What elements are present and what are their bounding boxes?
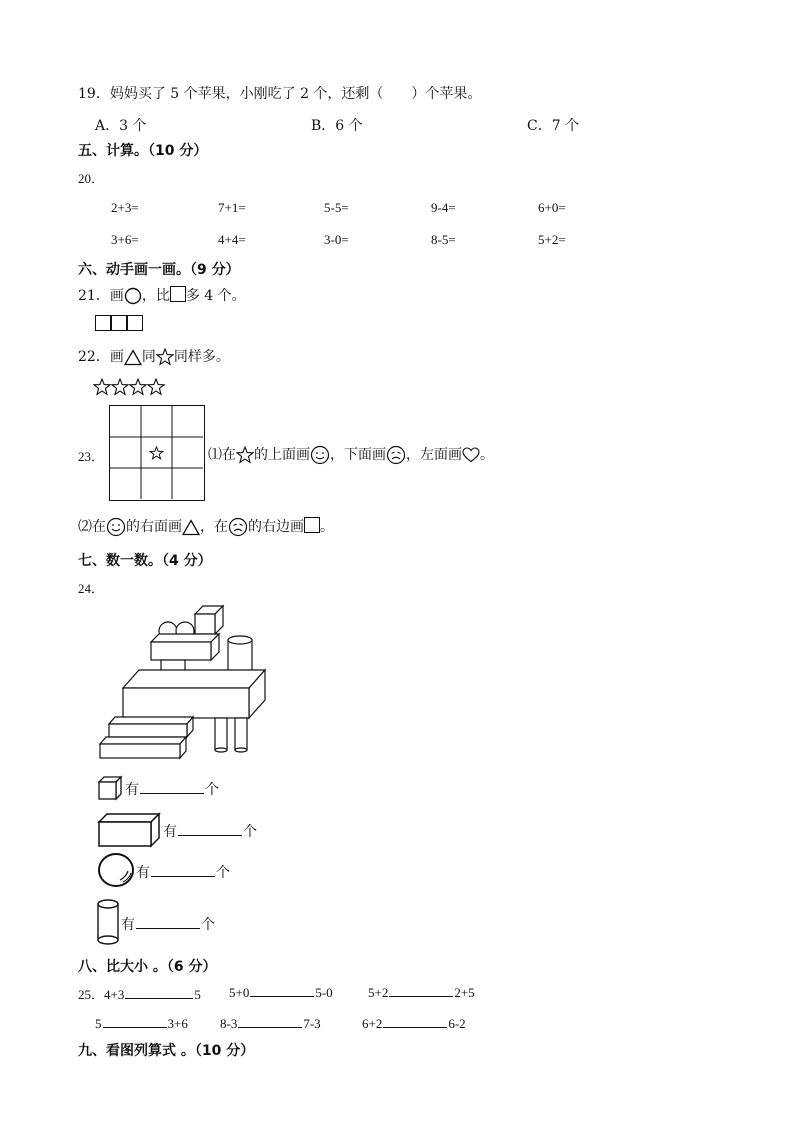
question-21-suffix: 多 4 个。: [185, 288, 246, 304]
section-8-title: 八、比大小 。（6 分）: [78, 959, 217, 975]
cylinder-icon: [96, 898, 120, 946]
cuboid-icon: [97, 812, 161, 848]
compare-right: 7-3: [303, 1016, 321, 1031]
section-6-title: 六、动手画一画。（9 分）: [78, 262, 240, 278]
compare-item: [362, 1015, 466, 1032]
option-b: B．6 个: [311, 118, 363, 134]
option-c: C．7 个: [527, 118, 580, 134]
star-icon: [150, 447, 163, 459]
text-segment: 的上面画: [254, 447, 310, 463]
squares-row: [95, 315, 143, 333]
compare-blank[interactable]: [250, 984, 314, 997]
compare-item: [220, 1015, 321, 1032]
question-23-part-1: [208, 444, 494, 465]
square-icon: [127, 315, 143, 331]
section-9-title: 九、看图列算式 。（10 分）: [78, 1043, 255, 1059]
star-icon: [93, 378, 111, 396]
compare-item: [368, 984, 475, 1001]
text-segment: 的右面画: [126, 519, 182, 535]
question-22-prefix: 22．画: [78, 349, 124, 365]
compare-row-2: [95, 1015, 188, 1032]
compare-blank[interactable]: [389, 984, 453, 997]
text-segment: 个: [243, 824, 257, 840]
compare-blank[interactable]: [103, 1015, 167, 1028]
section-7-title: 七、数一数。（4 分）: [78, 553, 212, 569]
sad-face-icon: [386, 445, 406, 465]
answer-blank[interactable]: [178, 823, 242, 836]
star-icon: [147, 378, 165, 396]
star-icon: [111, 378, 129, 396]
calc-item: 3-0=: [324, 232, 349, 247]
text-segment: 有: [121, 917, 135, 933]
calc-item: 2+3=: [111, 200, 139, 215]
text-segment: 个: [205, 782, 219, 798]
smiley-face-icon: [310, 445, 330, 465]
calc-item: 6+0=: [538, 200, 566, 215]
square-icon: [170, 286, 186, 302]
compare-left: 5+0: [229, 985, 250, 1000]
cube-icon: [97, 775, 123, 801]
question-19: [78, 83, 481, 103]
text-segment: 。: [480, 447, 494, 463]
calc-item: 5+2=: [538, 232, 566, 247]
calc-item: 7+1=: [218, 200, 246, 215]
text-segment: ，在: [200, 519, 228, 535]
question-24-label: 24．: [78, 581, 105, 596]
compare-left: 8-3: [220, 1016, 238, 1031]
question-22: [78, 346, 230, 366]
heart-icon: [462, 447, 480, 463]
compare-left: 6+2: [362, 1016, 383, 1031]
grid-lines: [110, 406, 203, 499]
square-icon: [111, 315, 127, 331]
count-cube-row: [125, 779, 219, 799]
question-19-text: 19．妈妈买了 5 个苹果，小刚吃了 2 个，还剩（ ）个苹果。: [78, 86, 482, 102]
compare-blank[interactable]: [383, 1015, 447, 1028]
question-20-label: 20．: [78, 171, 105, 186]
compare-row-1: [78, 984, 201, 1003]
question-22-suffix: 同样多。: [173, 349, 230, 365]
smiley-face-icon: [106, 517, 126, 537]
compare-left: 5: [95, 1016, 102, 1031]
question-23-label: 23．: [78, 449, 105, 464]
calc-item: 8-5=: [431, 232, 456, 247]
text-segment: 。: [320, 519, 334, 535]
question-25-label: 25．: [78, 987, 105, 1002]
star-icon: [236, 446, 254, 464]
answer-blank[interactable]: [136, 916, 200, 929]
square-icon: [304, 517, 320, 533]
question-21-prefix: 21．画: [78, 288, 124, 304]
calc-item: 9-4=: [431, 200, 456, 215]
text-segment: 有: [163, 824, 177, 840]
text-segment: 的右边画: [248, 519, 304, 535]
section-5-title: 五、计算。（10 分）: [78, 143, 208, 159]
question-23-part-2: [78, 516, 334, 537]
circle-icon: [124, 287, 142, 305]
compare-right: 3+6: [167, 1016, 188, 1031]
text-segment: ⑴在: [208, 447, 236, 463]
compare-blank[interactable]: [238, 1015, 302, 1028]
blocks-figure: [95, 600, 275, 760]
square-icon: [95, 315, 111, 331]
compare-right: 5-0: [315, 985, 333, 1000]
question-21-mid: ，比: [141, 288, 170, 304]
count-sphere-row: [136, 862, 230, 882]
sad-face-icon: [228, 517, 248, 537]
question-22-mid: 同: [141, 349, 156, 365]
option-a: A．3 个: [95, 118, 147, 134]
star-icon: [129, 378, 147, 396]
stars-row: [93, 378, 165, 400]
count-cylinder-row: [121, 914, 215, 934]
compare-right: 5: [194, 987, 201, 1002]
grid-3x3: [109, 405, 205, 501]
text-segment: ⑵在: [78, 519, 106, 535]
compare-left: 5+2: [368, 985, 389, 1000]
text-segment: 个: [216, 865, 230, 881]
sphere-icon: [97, 852, 135, 888]
calc-item: 5-5=: [324, 200, 349, 215]
count-cuboid-row: [163, 821, 257, 841]
text-segment: ，下面画: [330, 447, 386, 463]
star-icon: [156, 348, 174, 366]
answer-blank[interactable]: [151, 864, 215, 877]
compare-blank[interactable]: [125, 986, 193, 999]
triangle-icon: [182, 519, 200, 536]
compare-right: 6-2: [448, 1016, 466, 1031]
triangle-icon: [124, 349, 142, 366]
compare-left: 4+3: [104, 987, 125, 1002]
calc-item: 3+6=: [111, 232, 139, 247]
text-segment: ，左面画: [406, 447, 462, 463]
text-segment: 有: [136, 865, 150, 881]
question-21: [78, 285, 246, 305]
text-segment: 个: [201, 917, 215, 933]
answer-blank[interactable]: [140, 781, 204, 794]
text-segment: 有: [125, 782, 139, 798]
compare-right: 2+5: [454, 985, 475, 1000]
calc-item: 4+4=: [218, 232, 246, 247]
compare-item: [229, 984, 333, 1001]
